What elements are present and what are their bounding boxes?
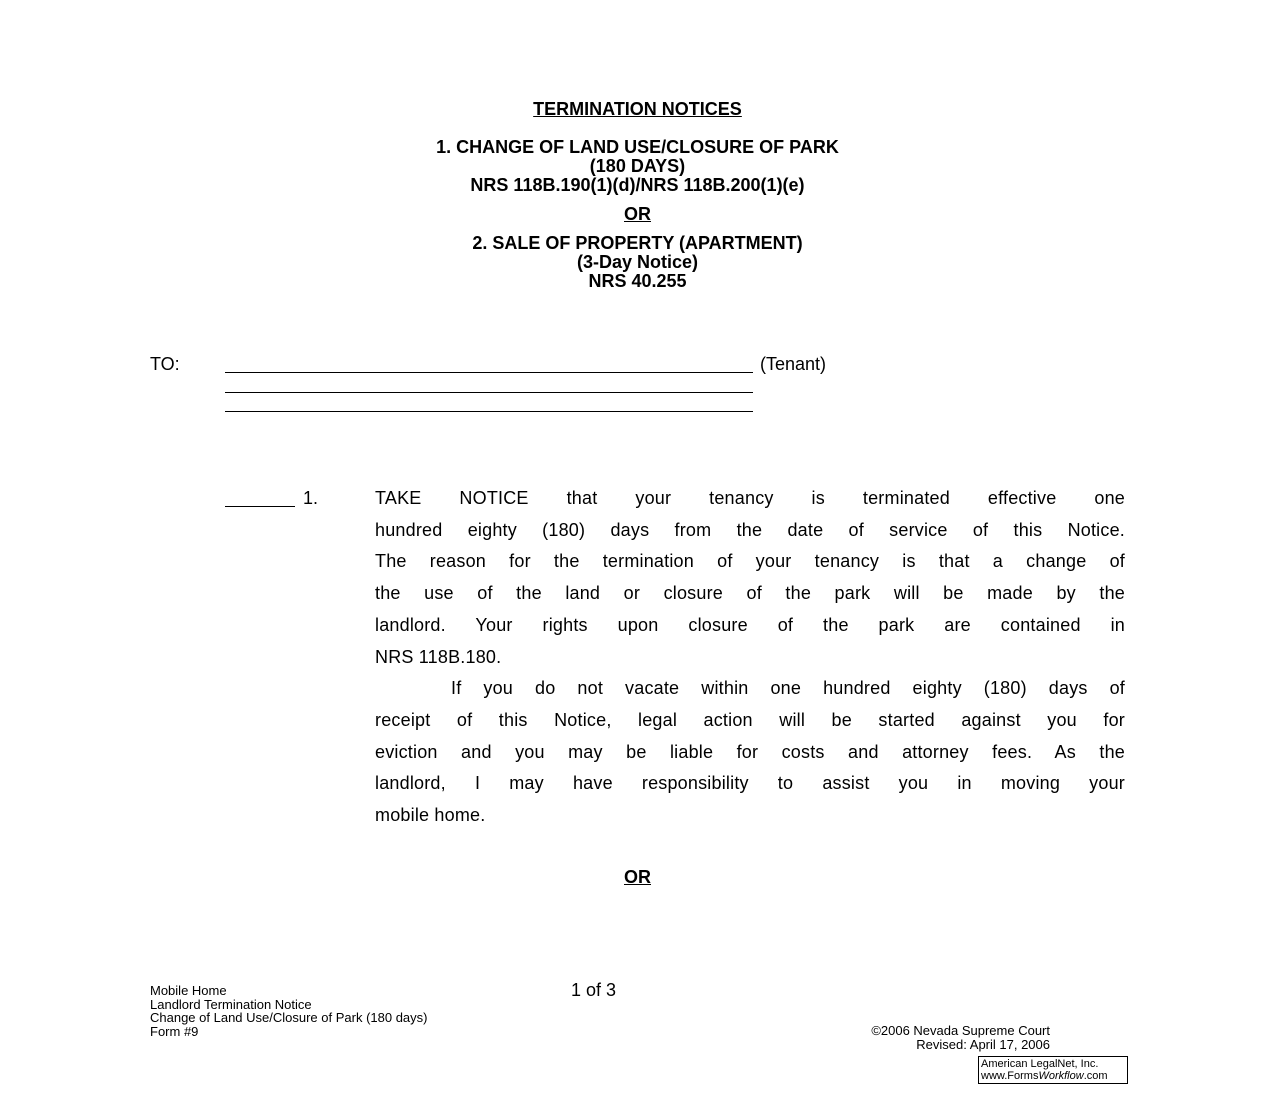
or-separator: OR — [624, 204, 651, 224]
or-separator-bottom: OR — [624, 867, 651, 887]
item1-paragraph1 — [375, 483, 1125, 832]
paragraph-line: eviction and you may be liable for costs and attorney fees. As the — [375, 741, 1125, 762]
paragraph-line: TAKE NOTICE that your tenancy is terminated effective one — [375, 488, 1125, 508]
tenant-label: (Tenant) — [760, 354, 827, 374]
paragraph-line: mobile home. — [375, 805, 486, 826]
badge-url-italic: Workflow — [1038, 1070, 1084, 1082]
footer-line: Form #9 — [150, 1023, 199, 1039]
footer-line: Mobile Home — [150, 983, 227, 998]
document-title: TERMINATION NOTICES — [533, 99, 742, 119]
option1-statute: NRS 118B.190(1)(d)/NRS 118B.200(1)(e) — [470, 175, 805, 195]
page-number: 1 of 3 — [571, 980, 617, 1000]
copyright-text: ©2006 Nevada Supreme Court — [871, 1023, 1050, 1038]
footer-line: Landlord Termination Notice — [150, 996, 312, 1012]
option2-statute: NRS 40.255 — [588, 271, 687, 291]
paragraph-line: hundred eighty (180) days from the date of service of this Notice. — [375, 519, 1125, 540]
option2-heading: 2. SALE OF PROPERTY (APARTMENT) — [472, 233, 803, 253]
option1-heading: 1. CHANGE OF LAND USE/CLOSURE OF PARK — [436, 137, 839, 157]
tenant-address-blank-2[interactable] — [225, 411, 753, 412]
paragraph-line: If you do not vacate within one hundred eighty (180) days of — [451, 678, 1125, 699]
to-label: TO: — [150, 354, 180, 374]
tenant-name-blank[interactable] — [225, 372, 753, 373]
revised-date: Revised: April 17, 2006 — [916, 1036, 1050, 1052]
paragraph-line: The reason for the termination of your tenancy is that a change of — [375, 551, 1125, 572]
badge-url — [981, 1070, 1125, 1082]
badge-url-pre: www.Forms — [981, 1070, 1039, 1082]
paragraph-line: landlord, I may have responsibility to assist you in moving your — [375, 773, 1125, 794]
paragraph-line: landlord. Your rights upon closure of the park are contained in — [375, 614, 1125, 635]
paragraph-line: receipt of this Notice, legal action will be started against you for — [375, 709, 1125, 730]
item1-number: 1. — [303, 488, 319, 508]
legalnet-badge — [978, 1056, 1128, 1084]
badge-url-post: .com — [1083, 1070, 1108, 1082]
footer-line: Change of Land Use/Closure of Park (180 days) — [150, 1010, 428, 1026]
footer-form-info — [150, 984, 428, 1038]
paragraph-line: NRS 118B.180. — [375, 646, 502, 667]
footer-copyright — [871, 1024, 1050, 1051]
badge-company: American LegalNet, Inc. — [981, 1058, 1099, 1070]
paragraph-line: the use of the land or closure of the park will be made by the — [375, 583, 1125, 604]
option2-period: (3-Day Notice) — [576, 252, 699, 272]
option1-period: (180 DAYS) — [589, 156, 686, 176]
tenant-address-blank-1[interactable] — [225, 392, 753, 393]
item1-check-blank[interactable] — [225, 506, 295, 507]
